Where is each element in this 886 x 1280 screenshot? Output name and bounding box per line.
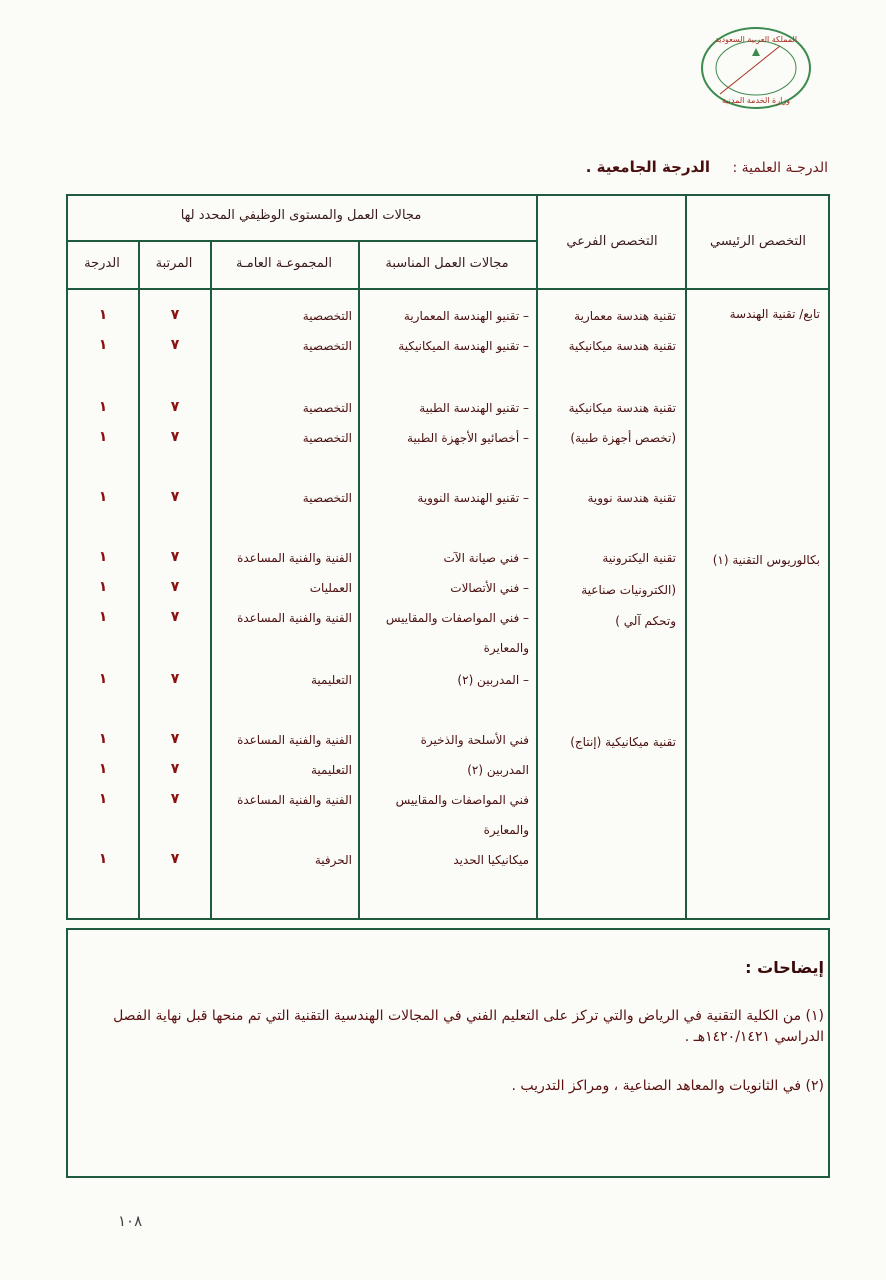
field-cell: – أخصائيو الأجهزة الطبية bbox=[407, 431, 529, 445]
grade-cell: ١ bbox=[98, 731, 108, 747]
header-fields-group: مجالات العمل والمستوى الوظيفي المحدد لها bbox=[180, 208, 422, 223]
grade-cell: ١ bbox=[98, 761, 108, 777]
rank-cell: ٧ bbox=[170, 429, 180, 445]
field-cell: – تقنيو الهندسة النووية bbox=[417, 491, 529, 505]
grade-cell: ١ bbox=[98, 671, 108, 687]
grade-cell: ١ bbox=[98, 429, 108, 445]
grade-cell: ١ bbox=[98, 851, 108, 867]
rank-cell: ٧ bbox=[170, 489, 180, 505]
rank-cell: ٧ bbox=[170, 791, 180, 807]
degree-value: الدرجة الجامعية . bbox=[585, 158, 711, 176]
group-cell: الفنية والفنية المساعدة bbox=[237, 793, 352, 807]
header-fields: مجالات العمل المناسبة bbox=[385, 256, 509, 271]
grade-cell: ١ bbox=[98, 549, 108, 565]
main-spec-cell: بكالوريوس التقنية (١) bbox=[712, 553, 820, 567]
degree-line bbox=[586, 158, 828, 176]
sub-spec-cell: تقنية هندسة نووية bbox=[587, 491, 676, 505]
field-cell: المدربين (٢) bbox=[467, 763, 529, 777]
field-cell-continued: والمعايرة bbox=[483, 641, 529, 655]
page-number: ١٠٨ bbox=[118, 1212, 143, 1230]
sub-spec-cell: (الكترونيات صناعية bbox=[581, 583, 676, 597]
group-cell: التعليمية bbox=[311, 673, 352, 687]
group-cell: الفنية والفنية المساعدة bbox=[237, 611, 352, 625]
group-cell: الفنية والفنية المساعدة bbox=[237, 733, 352, 747]
field-cell-continued: والمعايرة bbox=[483, 823, 529, 837]
stamp-top-text: المملكة العربية السعودية bbox=[714, 35, 798, 44]
header-sub-spec: التخصص الفرعي bbox=[566, 234, 658, 249]
rank-cell: ٧ bbox=[170, 761, 180, 777]
grade-cell: ١ bbox=[98, 791, 108, 807]
degree-label: الدرجـة العلمية : bbox=[732, 160, 828, 176]
rank-cell: ٧ bbox=[170, 851, 180, 867]
group-cell: الحرفية bbox=[314, 853, 352, 867]
group-cell: التخصصية bbox=[302, 309, 352, 323]
rank-cell: ٧ bbox=[170, 337, 180, 353]
grade-cell: ١ bbox=[98, 489, 108, 505]
group-cell: التعليمية bbox=[311, 763, 352, 777]
rank-cell: ٧ bbox=[170, 549, 180, 565]
sub-spec-cell: تقنية ميكانيكية (إنتاج) bbox=[570, 735, 676, 749]
header-grade: الدرجة bbox=[84, 256, 120, 271]
field-cell: – تقنيو الهندسة الطبية bbox=[419, 401, 529, 415]
note-1: (١) من الكلية التقنية في الرياض والتي تركز على التعليم الفني في المجالات الهندسية التقنية التي تم منحها قبل نهاية الفصل الدراسي ١٤٢٠/١٤٢١هـ . bbox=[113, 1008, 824, 1045]
sub-spec-cell: وتحكم آلي ) bbox=[615, 614, 676, 628]
grade-cell: ١ bbox=[98, 307, 108, 323]
sub-spec-cell: تقنية هندسة ميكانيكية bbox=[568, 339, 676, 353]
sub-spec-cell: تقنية هندسة معمارية bbox=[574, 309, 676, 323]
group-cell: التخصصية bbox=[302, 431, 352, 445]
group-cell: التخصصية bbox=[302, 491, 352, 505]
grade-cell: ١ bbox=[98, 609, 108, 625]
sub-spec-cell: (تخصص أجهزة طبية) bbox=[570, 431, 676, 445]
field-cell: ميكانيكيا الحديد bbox=[453, 853, 529, 867]
rank-cell: ٧ bbox=[170, 579, 180, 595]
rank-cell: ٧ bbox=[170, 671, 180, 687]
grade-cell: ١ bbox=[98, 579, 108, 595]
main-spec-cell: تابع/ تقنية الهندسة bbox=[729, 307, 820, 321]
rank-cell: ٧ bbox=[170, 731, 180, 747]
field-cell: – فني المواصفات والمقاييس bbox=[385, 611, 529, 625]
grade-cell: ١ bbox=[98, 399, 108, 415]
header-main-spec: التخصص الرئيسي bbox=[710, 234, 806, 249]
sub-spec-cell: تقنية هندسة ميكانيكية bbox=[568, 401, 676, 415]
field-cell: – تقنيو الهندسة الميكانيكية bbox=[398, 339, 529, 353]
group-cell: الفنية والفنية المساعدة bbox=[237, 551, 352, 565]
notes-title: إيضاحات : bbox=[745, 958, 824, 977]
field-cell: – تقنيو الهندسة المعمارية bbox=[403, 309, 529, 323]
header-group: المجموعـة العامـة bbox=[236, 256, 332, 271]
header-rank: المرتبة bbox=[155, 256, 193, 271]
note-2: (٢) في الثانويات والمعاهد الصناعية ، ومراكز التدريب . bbox=[511, 1078, 824, 1094]
field-cell: – فني صيانة الآت bbox=[443, 551, 529, 565]
field-cell: فني المواصفات والمقاييس bbox=[395, 793, 529, 807]
ministry-stamp bbox=[700, 26, 812, 110]
rank-cell: ٧ bbox=[170, 399, 180, 415]
group-cell: التخصصية bbox=[302, 401, 352, 415]
grade-cell: ١ bbox=[98, 337, 108, 353]
rank-cell: ٧ bbox=[170, 307, 180, 323]
rank-cell: ٧ bbox=[170, 609, 180, 625]
group-cell: العمليات bbox=[309, 581, 352, 595]
field-cell: – المدربين (٢) bbox=[457, 673, 529, 687]
sub-spec-cell: تقنية اليكترونية bbox=[602, 551, 676, 565]
group-cell: التخصصية bbox=[302, 339, 352, 353]
field-cell: – فني الأتصالات bbox=[450, 581, 529, 595]
field-cell: فني الأسلحة والذخيرة bbox=[420, 733, 529, 747]
stamp-bottom-text: وزارة الخدمة المدنية bbox=[721, 96, 791, 105]
